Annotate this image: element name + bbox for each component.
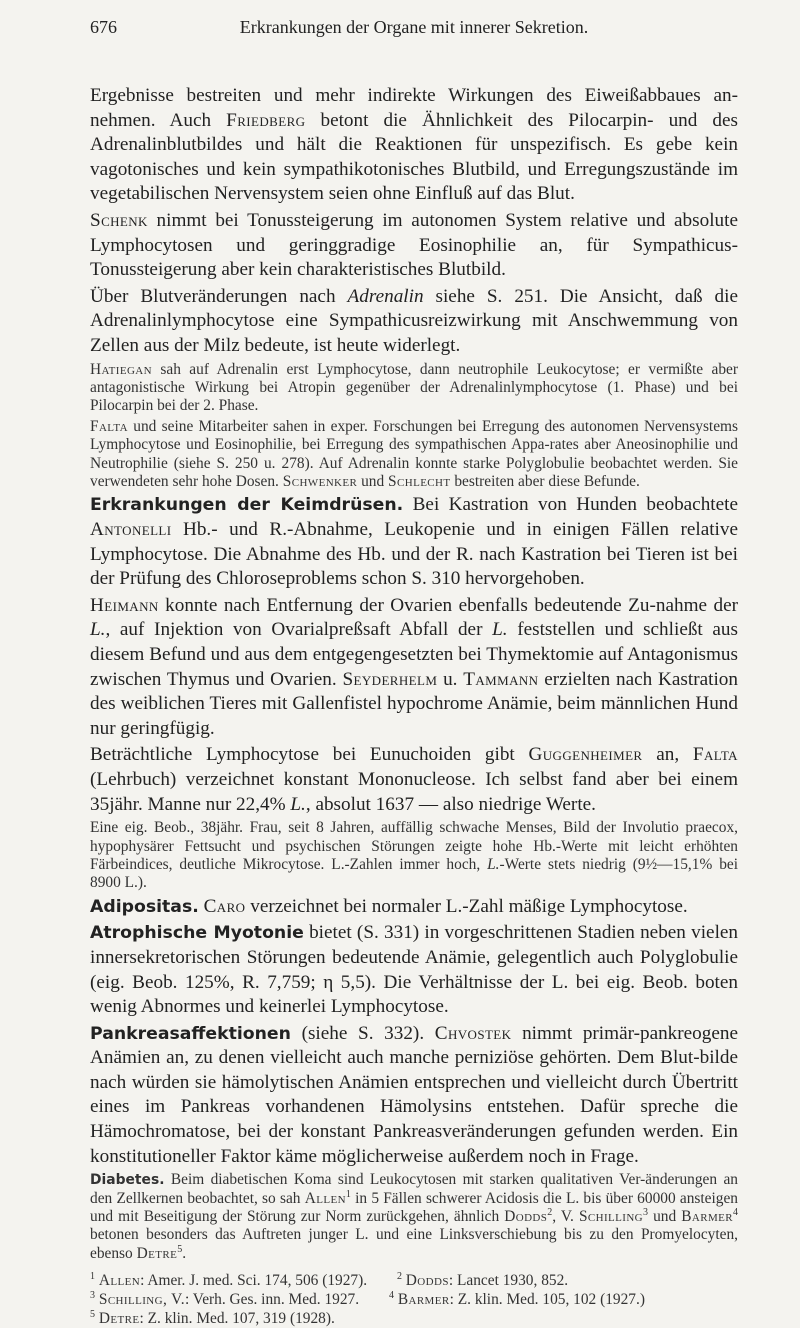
author-name: Schenk [90,209,148,231]
author-name: Falta [90,417,128,435]
small-paragraph-2 [90,418,738,492]
text: , V. [552,1208,579,1226]
author-name: Guggenheimer [528,744,643,766]
footnote-number: 3 [90,1290,95,1302]
footnote-text: : Z. klin. Med. 107, 319 (1928). [139,1310,335,1328]
author-name: Schilling [578,1208,644,1226]
footnote-ref[interactable]: 5 [177,1243,183,1255]
small-paragraph-1 [90,361,738,416]
text: Beträchtliche Lymphocytose bei Eunuchoiden gibt [90,744,529,766]
text: Hb.- und R.-Abnahme, Leukopenie und in einigen Fällen relative Lymphocytose. Die Abnahme des Hb. und der R. nach Kastration bei Tieren ist bei der Prüfung des Chloroseproblems schon S. 310 hervorgehoben. [90,518,738,590]
paragraph-9 [90,1022,738,1170]
text: Ergebnisse bestreiten und mehr indirekte Wirkungen des Eiweißabbaues an-nehmen. Auch [90,85,738,131]
text: in 5 Fällen schwerer Acidosis die L. bis über 60000 ansteigen und mit Beseitigung der Störung zur Norm zurückgehen, ähnlich [90,1189,739,1226]
footnote-text: : Verh. Ges. inn. Med. 1927. [184,1291,360,1309]
paragraph-3 [90,285,738,359]
author-name: Hatiegan [90,360,152,378]
text: nimmt bei Tonussteigerung im autonomen System relative und absolute Lymphocytosen und geringgradige Eosinophilie an, für Sympathicus-Tonussteigerung aber kein charakteristisches Blutbild. [90,209,738,281]
text: und [357,472,389,490]
text: (siehe S. 332). [290,1022,435,1044]
footnote-number: 1 [90,1271,95,1283]
text: (Lehrbuch) verzeichnet konstant Mononucleose. Ich selbst fand aber bei einem 35jähr. Manne nur 22,4% [90,768,738,815]
italic-term: L. [487,855,500,873]
paragraph-7 [90,895,738,920]
text: Über Blutveränderungen nach [90,285,348,307]
footnote-ref[interactable]: 4 [733,1206,738,1218]
footnote-ref[interactable]: 3 [643,1206,649,1218]
section-heading: Erkrankungen der Keimdrüsen. [90,495,404,516]
text: siehe S. 251. Die Ansicht, daß die Adrenalinlymphocytose eine Sympathicusreizwirkung mit Anschwemmung von Zellen aus der Milz bedeute, ist heute widerlegt. [90,285,738,356]
text: sah auf Adrenalin erst Lymphocytose, dann neutrophile Leukocytose; er vermißte aber antagonistische Wirkung bei Atropin gegenüber der Adrenalinlymphocytose (1. Phase) und bei Pilocarpin bei der 2. Phase. [90,360,738,415]
author-name: Schlecht [388,472,451,490]
page-header [90,12,738,42]
text: bestreiten aber diese Befunde. [450,472,640,490]
section-heading: Pankreasaffektionen [90,1023,291,1044]
text: u. [437,668,464,690]
footnote-line-1 [90,1271,738,1290]
author-name: Heimann [90,594,159,616]
author-name: Detre [98,1310,140,1328]
text: , auf Injektion von Ovarialpreßsaft Abfall der [105,619,493,641]
author-name: Antonelli [90,518,172,540]
paragraph-1 [90,84,738,207]
italic-term: L. [290,793,306,815]
text: an, [642,744,693,766]
author-name: Barmer [397,1291,450,1309]
section-heading: Atrophische Myotonie [90,923,304,944]
text: betont die Ähnlichkeit des Pilocarpin- und des Adrenalinblutbildes und hält die Reaktionen für unspezifisch. Es gebe kein vagotonisches und kein sympathikotonisches Blutbild, und Erregungszustände im vegetabilischen Nervensystem seien ohne Einfluß auf das Blut. [90,109,738,205]
paragraph-2 [90,209,738,283]
author-name: Schilling, V. [98,1291,185,1309]
footnote-number: 4 [388,1290,394,1302]
footnote-text: : Z. klin. Med. 105, 102 (1927.) [449,1291,645,1309]
text: nimmt primär-pankreogene Anämien an, zu denen vielleicht auch manche perniziöse gehörten. Dem Blut-bilde nach würden sie hämolytischen Anämien entsprechen und vielleicht durch Übertritt eines im Pankreas vorhandenen Hämolysins entstehen. Dafür spreche die Hämochromatose, bei der konstant Pankreasveränderungen gefunden werden. Ein konstitutioneller Faktor käme möglicherweise außerdem noch in Frage. [90,1022,738,1167]
footnote-text: : Lancet 1930, 852. [448,1272,569,1290]
page-number: 676 [90,17,117,37]
footnote-number: 2 [396,1271,402,1283]
author-name: Falta [692,744,738,766]
text: und seine Mitarbeiter sahen in exper. Forschungen bei Erregung des autonomen Nervensystems Lymphocytose und Eosinophilie, bei Erregung des sympathischen Appa-rates aber Aneosinophilie und Neutrophilie (siehe S. 250 u. 278). Auf Adrenalin konnte starke Polyglobulie beobachtet werden. Sie verwendeten sehr hohe Dosen. [90,417,738,490]
text: konnte nach Entfernung der Ovarien ebenfalls bedeutende Zu-nahme der [158,594,738,616]
paragraph-5 [90,594,738,742]
text: feststellen und schließt aus diesem Befund und aus dem entgegengesetzten bei Thymektomie auf Antagonismus zwischen Thymus und Ovarien. [90,619,738,690]
italic-term: Adrenalin [347,285,424,307]
text: Beim diabetischen Koma sind Leukocytosen mit starken qualitativen Ver-änderungen an den Zellkernen beobachtet, so sah [90,1171,738,1207]
small-paragraph-4 [90,1171,738,1263]
section-heading: Diabetes. [90,1172,165,1189]
text: betonen besonders das Auftreten junger L. und eine Linksverschiebung bis zu den Promyelocyten, ebenso [90,1226,738,1262]
footnote-2 [397,1271,568,1290]
text: bietet (S. 331) in vorgeschrittenen Stadien neben vielen innersekretorischen Störungen bedeutende Anämie, gelegentlich auch Polyglobulie (eig. Beob. 125%, R. 7,759; η 5,5). Die Verhältnisse der L. bei eig. Beob. boten wenig Abnormes und keinerlei Lymphocytose. [90,922,739,1018]
page-body [90,84,738,1328]
running-title: Erkrankungen der Organe mit innerer Sekretion. [239,17,589,37]
paragraph-4 [90,493,738,591]
text: erzielten nach Kastration des weiblichen Tieres mit Gallenfistel hypochrome Anämie, beim männlichen Hund nur geringfügig. [90,668,738,739]
section-heading: Adipositas. [90,896,199,917]
author-name: Barmer [681,1208,733,1226]
footnote-line-2 [90,1290,738,1309]
paragraph-6 [90,743,738,817]
author-name: Detre [136,1244,178,1262]
author-name: Dodds [405,1272,449,1290]
text: verzeichnet bei normaler L.-Zahl mäßige Lymphocytose. [245,895,688,917]
text: , absolut 1637 — also niedrige Werte. [305,793,596,815]
text: Eine eig. Beob., 38jähr. Frau, seit 8 Jahren, auffällig schwache Menses, Bild der Involutio praecox, hypophysärer Fettsucht und psychischen Störungen zeigte hohe Hb.-Werte mit leicht erhöhten Färbeindices, deutliche Mikrocytose. L.-Zahlen immer hoch, [90,819,738,873]
footnote-4 [389,1290,645,1309]
italic-term: L. [90,619,106,641]
text: und [648,1208,682,1226]
footnote-text: : Amer. J. med. Sci. 174, 506 (1927). [140,1272,368,1290]
footnotes [90,1271,738,1328]
author-name: Friedberg [226,109,306,131]
footnote-ref[interactable]: 2 [547,1206,553,1218]
author-name: Allen [98,1272,141,1290]
author-name: Seyderhelm [342,668,438,690]
paragraph-8 [90,921,738,1019]
small-paragraph-3 [90,819,738,893]
author-name: Caro [203,895,246,917]
footnote-number: 5 [90,1309,95,1321]
author-name: Chvostek [434,1022,512,1044]
author-name: Allen [304,1189,346,1207]
text: . [182,1244,187,1262]
text: Bei Kastration von Hunden beobachtete [403,494,738,516]
text: -Werte stets niedrig (9½—15,1% bei 8900 L.). [90,855,738,892]
author-name: Tammann [463,668,539,690]
footnote-ref[interactable]: 1 [345,1188,351,1200]
italic-term: L. [492,619,508,641]
author-name: Dodds [504,1208,548,1226]
footnote-line-3 [90,1309,738,1328]
author-name: Schwenker [282,472,358,490]
